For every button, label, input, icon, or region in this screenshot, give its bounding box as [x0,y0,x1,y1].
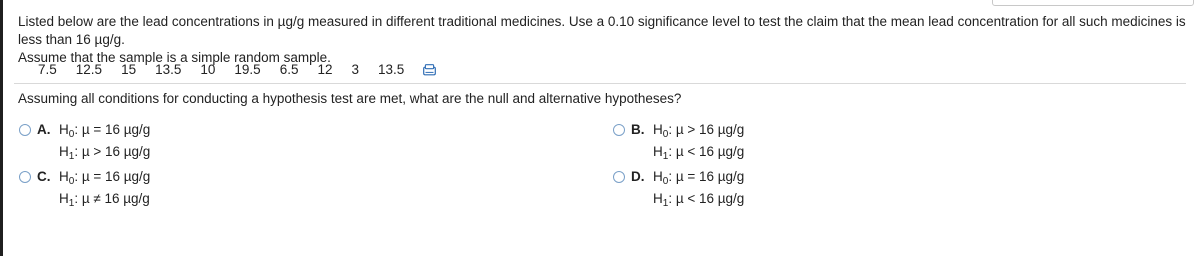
left-border [0,0,3,256]
top-right-panel [992,0,1194,6]
divider [14,83,1186,84]
option-d[interactable] [613,168,744,212]
null-hypothesis: $H_0$: µ > 16 µg/g [653,122,745,140]
option-hypotheses [59,121,150,165]
alternative-hypothesis: $H_1$: µ > 16 µg/g [59,144,151,162]
option-letter: A. [37,122,51,137]
data-value: 15 [121,62,137,77]
alternative-hypothesis: $H_1$: µ < 16 µg/g [653,144,745,162]
option-hypotheses [59,168,150,212]
data-value: 3 [351,62,360,77]
option-a[interactable] [19,121,150,165]
data-value: 12 [317,62,333,77]
null-hypothesis: $H_0$: µ = 16 µg/g [59,122,151,140]
radio-button-icon[interactable] [613,171,625,183]
option-letter: C. [37,169,51,184]
alternative-hypothesis: $H_1$: µ ≠ 16 µg/g [59,191,150,209]
data-value: 6.5 [279,62,299,77]
null-hypothesis: $H_0$: µ = 16 µg/g [59,169,151,187]
copy-data-icon[interactable] [423,64,436,76]
data-value: 7.5 [38,62,57,77]
radio-button-icon[interactable] [19,171,31,183]
question-line-1: Listed below are the lead concentrations in µg/g measured in different traditional medicines. Use a 0.10 significance level to test the claim that the mean lead concentration for all such medicines is less than 16 µg/g. [18,14,1186,47]
option-letter: B. [631,122,645,137]
null-hypothesis: $H_0$: µ = 16 µg/g [653,169,745,187]
option-hypotheses [653,121,744,165]
option-letter: D. [631,169,645,184]
option-b[interactable] [613,121,744,165]
option-hypotheses [653,168,744,212]
data-value: 12.5 [75,62,103,77]
sub-question: Assuming all conditions for conducting a hypothesis test are met, what are the null and alternative hypotheses? [18,91,682,106]
data-value: 13.5 [155,62,182,77]
alternative-hypothesis: $H_1$: µ < 16 µg/g [653,191,745,209]
option-c[interactable] [19,168,150,212]
data-value: 10 [200,62,216,77]
radio-button-icon[interactable] [19,124,31,136]
question-text [18,13,1188,67]
radio-button-icon[interactable] [613,124,625,136]
question-line-2: Assume that the sample is a simple random sample. [18,50,331,65]
data-values-row [38,62,436,78]
data-value: 19.5 [234,62,261,77]
data-value: 13.5 [378,62,405,77]
